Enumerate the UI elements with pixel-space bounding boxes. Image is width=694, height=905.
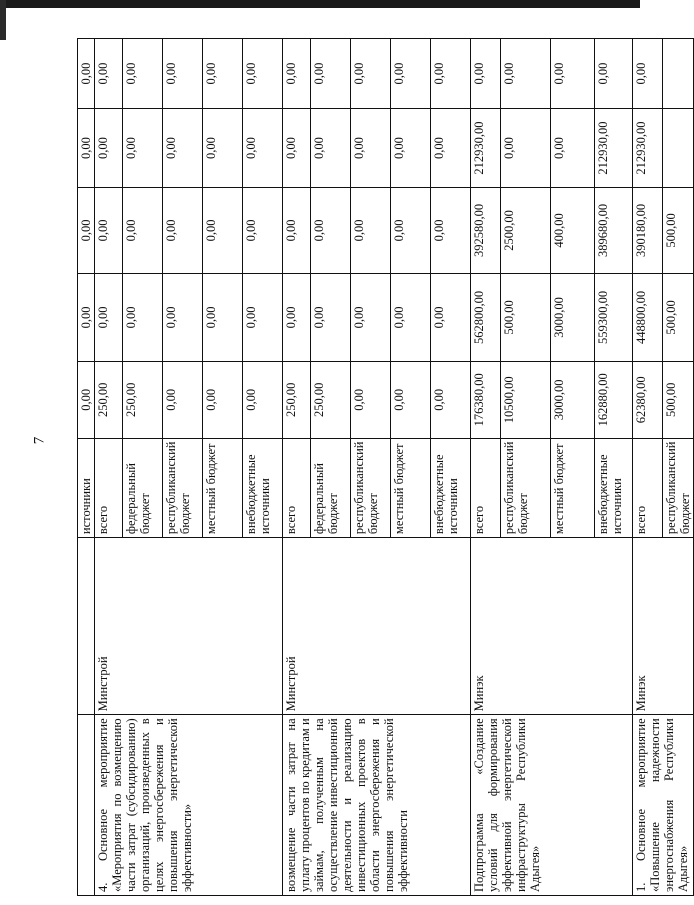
value-cell: 0,00: [431, 109, 471, 188]
source-cell: республиканский бюджет: [501, 438, 551, 537]
value-cell: 212930,00: [595, 109, 633, 188]
value-cell: 176380,00: [471, 361, 501, 438]
value-cell: 0,00: [501, 109, 551, 188]
scan-edge-left: [0, 0, 6, 40]
value-cell: 0,00: [78, 361, 95, 438]
source-cell: республиканский бюджет: [351, 438, 391, 537]
executor-cell: Минстрой: [283, 538, 471, 715]
source-cell: республиканский бюджет: [663, 438, 694, 537]
value-cell: 0,00: [351, 273, 391, 361]
value-cell: 162880,00: [595, 361, 633, 438]
value-cell: 0,00: [391, 109, 431, 188]
value-cell: 0,00: [311, 273, 351, 361]
rotated-table-wrapper: [77, 38, 692, 896]
value-cell: 250,00: [283, 361, 311, 438]
value-cell: 0,00: [243, 361, 283, 438]
table-row: [78, 39, 95, 896]
value-cell: 0,00: [95, 39, 123, 109]
source-cell: внебюджетные источники: [431, 438, 471, 537]
value-cell: 0,00: [95, 109, 123, 188]
value-cell: 2500,00: [501, 188, 551, 274]
value-cell: 0,00: [431, 188, 471, 274]
table-row: [283, 39, 311, 896]
value-cell: 0,00: [243, 188, 283, 274]
value-cell: 212930,00: [633, 109, 663, 188]
value-cell: 0,00: [391, 39, 431, 109]
source-cell: всего: [471, 438, 501, 537]
value-cell: 0,00: [551, 109, 595, 188]
value-cell: 0,00: [391, 188, 431, 274]
value-cell: 0,00: [163, 39, 203, 109]
value-cell: 0,00: [311, 188, 351, 274]
value-cell: 0,00: [95, 273, 123, 361]
value-cell: 10500,00: [501, 361, 551, 438]
value-cell: 250,00: [95, 361, 123, 438]
value-cell: 0,00: [243, 39, 283, 109]
value-cell: 0,00: [163, 188, 203, 274]
value-cell: 0,00: [391, 361, 431, 438]
scan-edge: [0, 0, 640, 8]
value-cell: [663, 109, 694, 188]
value-cell: 0,00: [78, 273, 95, 361]
table-row: [471, 39, 501, 896]
value-cell: 0,00: [78, 109, 95, 188]
value-cell: 0,00: [351, 361, 391, 438]
table-row: [633, 39, 663, 896]
value-cell: 3000,00: [551, 361, 595, 438]
source-cell: местный бюджет: [203, 438, 243, 537]
value-cell: 390180,00: [633, 188, 663, 274]
value-cell: [663, 39, 694, 109]
value-cell: 500,00: [663, 361, 694, 438]
value-cell: 500,00: [663, 273, 694, 361]
value-cell: 559300,00: [595, 273, 633, 361]
table-frame: [77, 38, 692, 896]
value-cell: 0,00: [551, 39, 595, 109]
budget-table: [77, 38, 694, 896]
value-cell: 400,00: [551, 188, 595, 274]
value-cell: 0,00: [123, 39, 163, 109]
value-cell: 392580,00: [471, 188, 501, 274]
source-cell: республиканский бюджет: [163, 438, 203, 537]
value-cell: 389680,00: [595, 188, 633, 274]
value-cell: 500,00: [663, 188, 694, 274]
value-cell: 0,00: [283, 109, 311, 188]
value-cell: 0,00: [163, 273, 203, 361]
value-cell: 0,00: [163, 109, 203, 188]
value-cell: 562800,00: [471, 273, 501, 361]
source-cell: федеральный бюджет: [123, 438, 163, 537]
value-cell: 0,00: [203, 188, 243, 274]
value-cell: 0,00: [123, 273, 163, 361]
source-cell: федеральный бюджет: [311, 438, 351, 537]
value-cell: 0,00: [203, 39, 243, 109]
value-cell: 62380,00: [633, 361, 663, 438]
executor-cell: Минэк: [633, 538, 694, 715]
executor-cell: Минэк: [471, 538, 633, 715]
source-cell: местный бюджет: [391, 438, 431, 537]
value-cell: 0,00: [243, 273, 283, 361]
value-cell: 0,00: [431, 361, 471, 438]
measure-name-cell: Подпрограмма «Создание условий для формирования эффективной энергетической инфраструктуры Республики Адыгея»: [471, 715, 633, 896]
source-cell: всего: [283, 438, 311, 537]
value-cell: 448800,00: [633, 273, 663, 361]
value-cell: 0,00: [78, 39, 95, 109]
value-cell: 0,00: [391, 273, 431, 361]
page-number: 7: [31, 436, 48, 445]
value-cell: 0,00: [123, 109, 163, 188]
value-cell: 0,00: [283, 39, 311, 109]
measure-name-cell: 4. Основное мероприятие «Мероприятия по возмещению части затрат (субсидированию) организаций, произведенных в целях энергосбережения и повышения энергетической эффективности»: [95, 715, 283, 896]
measure-name-cell: возмещение части затрат на уплату процентов по кредитам и займам, полученным на осуществление инвестиционной деятельности и реализацию инвестиционных проектов в области энергосбережения и повышения энергетической эффективности: [283, 715, 471, 896]
value-cell: 250,00: [311, 361, 351, 438]
source-cell: всего: [95, 438, 123, 537]
value-cell: 0,00: [283, 188, 311, 274]
value-cell: 0,00: [203, 109, 243, 188]
value-cell: 0,00: [633, 39, 663, 109]
value-cell: 500,00: [501, 273, 551, 361]
value-cell: 0,00: [501, 39, 551, 109]
value-cell: 250,00: [123, 361, 163, 438]
value-cell: 0,00: [431, 39, 471, 109]
source-cell: источники: [78, 438, 95, 537]
value-cell: 0,00: [203, 361, 243, 438]
value-cell: 3000,00: [551, 273, 595, 361]
value-cell: 0,00: [351, 39, 391, 109]
value-cell: 0,00: [203, 273, 243, 361]
value-cell: 0,00: [243, 109, 283, 188]
measure-name-cell: 1. Основное мероприятие «Повышение надежности энергоснабжения Республики Адыгея»: [633, 715, 694, 896]
value-cell: 0,00: [123, 188, 163, 274]
value-cell: 0,00: [595, 39, 633, 109]
source-cell: всего: [633, 438, 663, 537]
value-cell: 0,00: [351, 188, 391, 274]
source-cell: внебюджетные источники: [595, 438, 633, 537]
value-cell: 0,00: [311, 109, 351, 188]
value-cell: 0,00: [163, 361, 203, 438]
name-cell: [78, 715, 95, 896]
value-cell: 0,00: [431, 273, 471, 361]
executor-cell: [78, 538, 95, 715]
source-cell: местный бюджет: [551, 438, 595, 537]
table-row: [95, 39, 123, 896]
value-cell: 0,00: [95, 188, 123, 274]
value-cell: 0,00: [311, 39, 351, 109]
value-cell: 0,00: [471, 39, 501, 109]
executor-cell: Минстрой: [95, 538, 283, 715]
value-cell: 0,00: [351, 109, 391, 188]
value-cell: 212930,00: [471, 109, 501, 188]
value-cell: 0,00: [283, 273, 311, 361]
value-cell: 0,00: [78, 188, 95, 274]
source-cell: внебюджетные источники: [243, 438, 283, 537]
